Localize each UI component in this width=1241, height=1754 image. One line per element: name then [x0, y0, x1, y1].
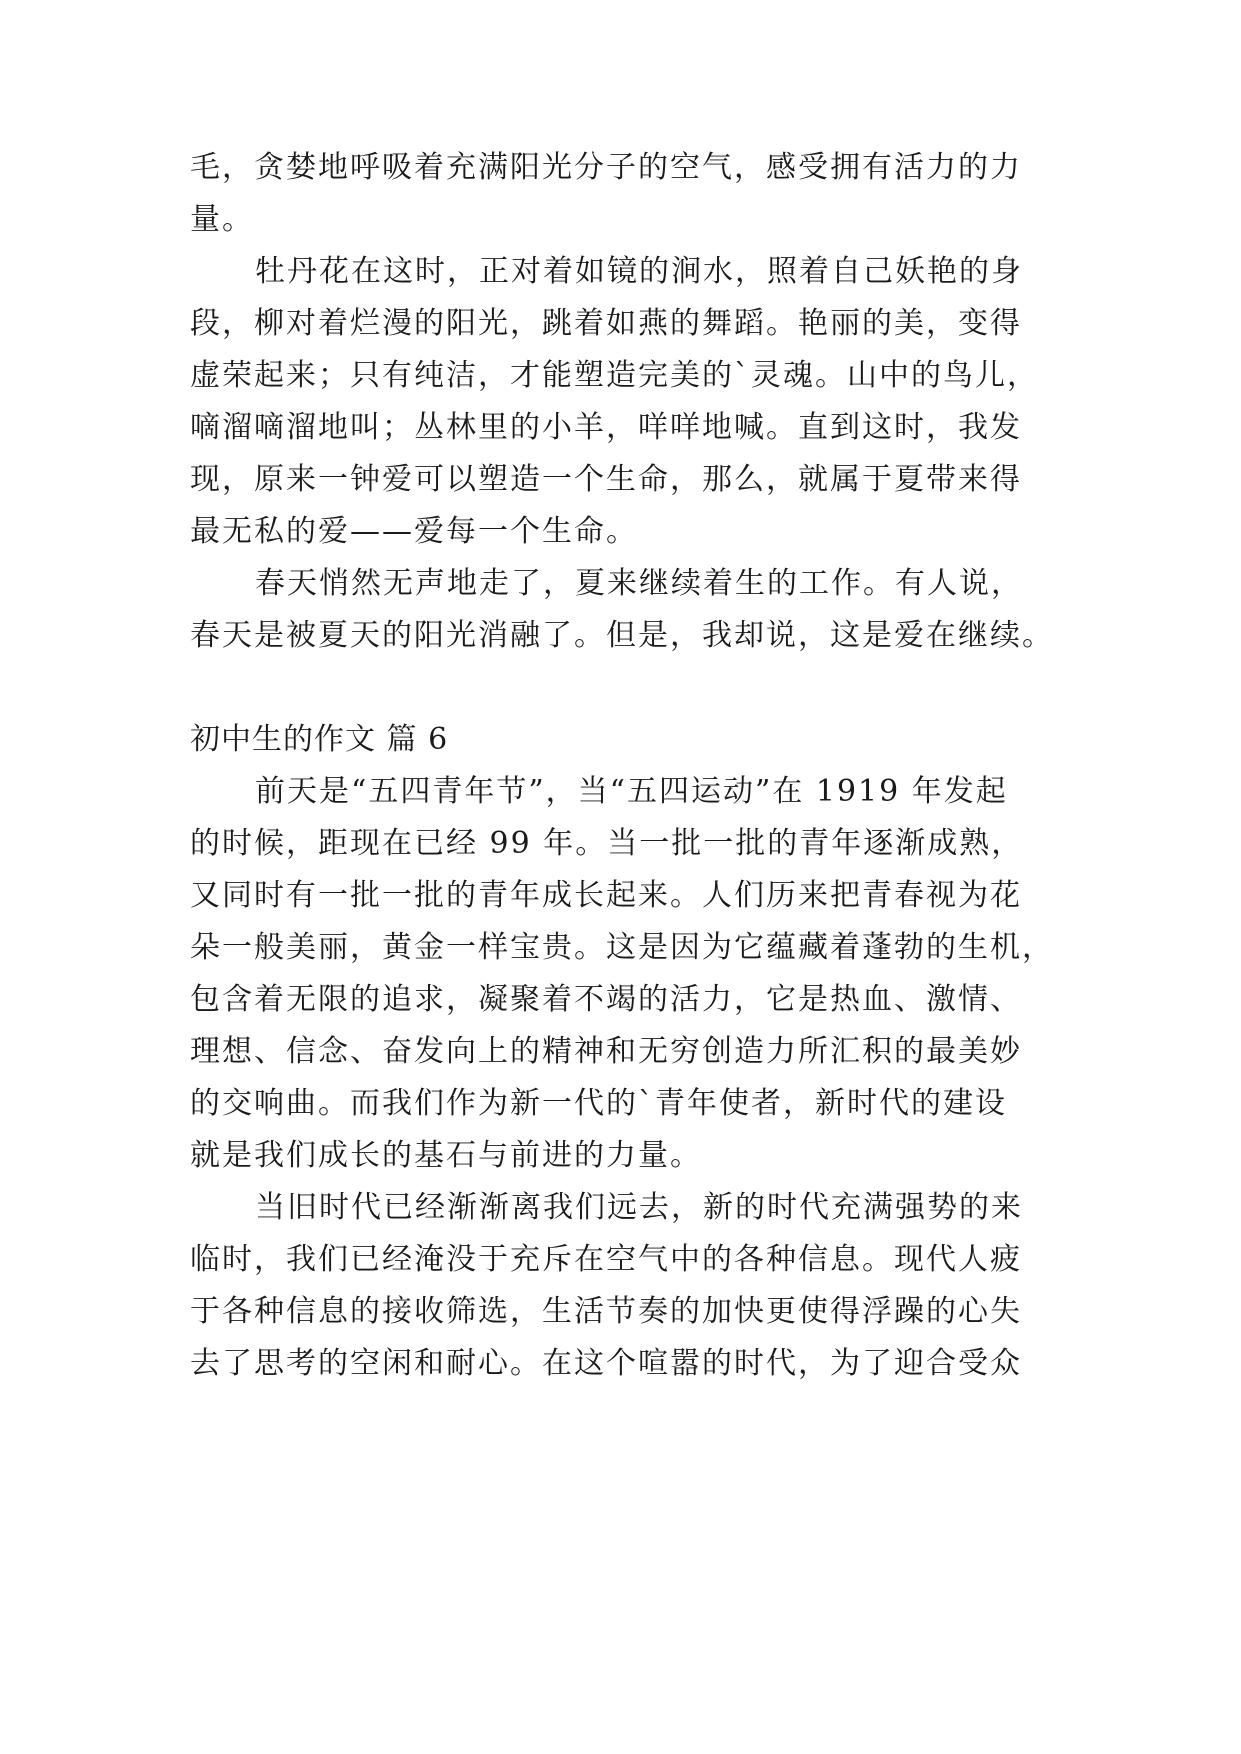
paragraph-1-line-2: 量。 [190, 202, 254, 237]
paragraph-1-line-1: 毛，贪婪地呼吸着充满阳光分子的空气，感受拥有活力的力 [190, 150, 1022, 185]
paragraph-2-line-4: 嘀溜嘀溜地叫；丛林里的小羊，咩咩地喊。直到这时，我发 [190, 410, 1022, 445]
paragraph-5-line-3: 于各种信息的接收筛选，生活节奏的加快更使得浮躁的心失 [190, 1294, 1022, 1329]
paragraph-4-line-2: 的时候，距现在已经 99 年。当一批一批的青年逐渐成熟， [190, 826, 1024, 861]
section-heading: 初中生的作文 篇 6 [190, 722, 449, 757]
paragraph-4-line-7: 的交响曲。而我们作为新一代的`青年使者，新时代的建设 [190, 1086, 1007, 1121]
paragraph-5-line-4: 去了思考的空闲和耐心。在这个喧嚣的时代，为了迎合受众 [190, 1346, 1022, 1381]
paragraph-2-line-2: 段，柳对着烂漫的阳光，跳着如燕的舞蹈。艳丽的美，变得 [190, 306, 1022, 341]
paragraph-5-line-1: 当旧时代已经渐渐离我们远去，新的时代充满强势的来 [255, 1190, 1023, 1225]
paragraph-3-line-1: 春天悄然无声地走了，夏来继续着生的工作。有人说， [255, 566, 1023, 601]
paragraph-2-line-3: 虚荣起来；只有纯洁，才能塑造完美的`灵魂。山中的鸟儿， [190, 358, 1039, 393]
paragraph-4-line-6: 理想、信念、奋发向上的精神和无穷创造力所汇积的最美妙 [190, 1034, 1022, 1069]
paragraph-5-line-2: 临时，我们已经淹没于充斥在空气中的各种信息。现代人疲 [190, 1242, 1022, 1277]
paragraph-4-line-8: 就是我们成长的基石与前进的力量。 [190, 1138, 702, 1173]
paragraph-2-line-1: 牡丹花在这时，正对着如镜的涧水，照着自己妖艳的身 [255, 254, 1023, 289]
paragraph-2-line-6: 最无私的爱——爱每一个生命。 [190, 514, 638, 549]
paragraph-2-line-5: 现，原来一钟爱可以塑造一个生命，那么，就属于夏带来得 [190, 462, 1022, 497]
paragraph-3-line-2: 春天是被夏天的阳光消融了。但是，我却说，这是爱在继续。 [190, 618, 1054, 653]
paragraph-4-line-1: 前天是“五四青年节”，当“五四运动”在 1919 年发起 [255, 774, 1008, 809]
paragraph-4-line-3: 又同时有一批一批的青年成长起来。人们历来把青春视为花 [190, 878, 1022, 913]
paragraph-4-line-5: 包含着无限的追求，凝聚着不竭的活力，它是热血、激情、 [190, 982, 1022, 1017]
paragraph-4-line-4: 朵一般美丽，黄金一样宝贵。这是因为它蕴藏着蓬勃的生机， [190, 930, 1054, 965]
